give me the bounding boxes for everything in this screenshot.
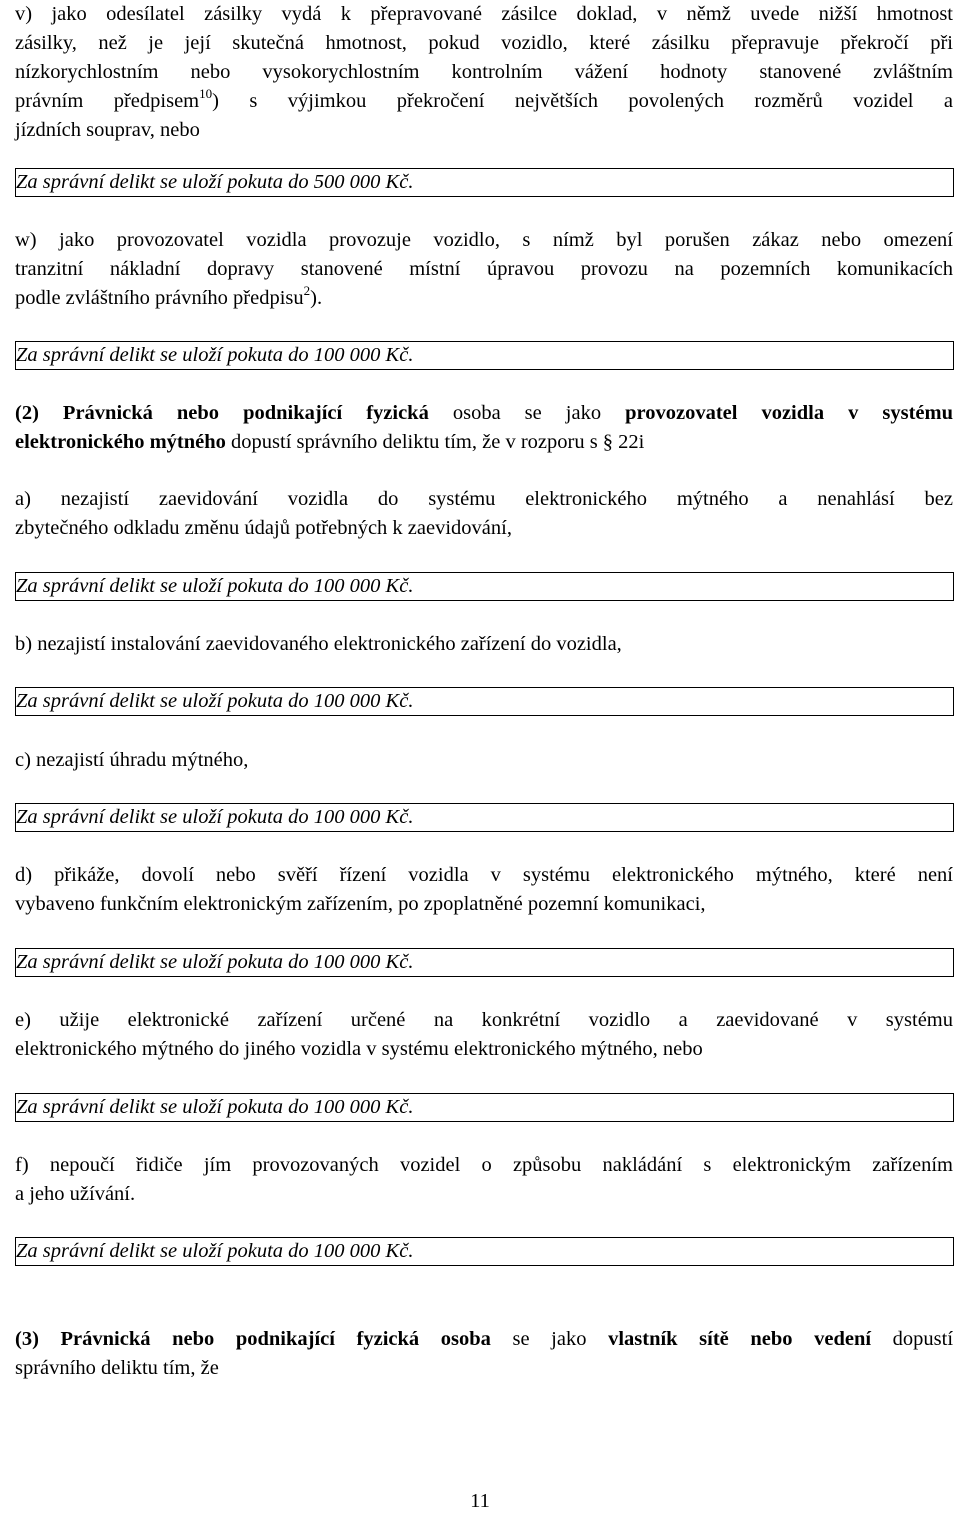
penalty-box: Za správní delikt se uloží pokuta do 100 000 Kč. bbox=[15, 948, 954, 977]
item-e-line: elektronického mýtného do jiného vozidla v systému elektronického mýtného, nebo bbox=[15, 1038, 703, 1060]
paragraph-3 bbox=[15, 1325, 953, 1383]
penalty-box: Za správní delikt se uloží pokuta do 100 000 Kč. bbox=[15, 803, 954, 832]
item-v-line: zásilky, než je její skutečná hmotnost, pokud vozidlo, které zásilku přepravuje překročí při bbox=[15, 32, 953, 54]
item-d-line: vybaveno funkčním elektronickým zařízením, po zpoplatněné pozemní komunikaci, bbox=[15, 893, 706, 915]
bold-text: elektronického mýtného bbox=[15, 431, 226, 453]
penalty-box: Za správní delikt se uloží pokuta do 100 000 Kč. bbox=[15, 687, 954, 716]
bold-text: Právnická nebo podnikající fyzická bbox=[62, 402, 429, 424]
item-f bbox=[15, 1151, 953, 1209]
paragraph-2 bbox=[15, 399, 953, 457]
item-f-line: f) nepoučí řidiče jím provozovaných vozidel o způsobu nakládání s elektronickým zařízením bbox=[15, 1154, 953, 1176]
item-a-line: a) nezajistí zaevidování vozidla do systému elektronického mýtného a nenahlásí bez bbox=[15, 488, 953, 510]
text-fragment: podle zvláštního právního předpisu bbox=[15, 287, 304, 309]
item-v-line: nízkorychlostním nebo vysokorychlostním kontrolním vážení hodnoty stanovené zvláštním bbox=[15, 61, 953, 83]
item-v bbox=[15, 0, 953, 145]
item-w bbox=[15, 226, 953, 313]
item-d-line: d) přikáže, dovolí nebo svěří řízení vozidla v systému elektronického mýtného, které není bbox=[15, 864, 953, 886]
text-fragment: osoba se jako bbox=[452, 402, 602, 424]
item-c-line: c) nezajistí úhradu mýtného, bbox=[15, 749, 249, 771]
item-v-line bbox=[15, 87, 953, 116]
item-a bbox=[15, 485, 953, 543]
text-fragment: se jako bbox=[512, 1328, 587, 1350]
penalty-box: Za správní delikt se uloží pokuta do 100 000 Kč. bbox=[15, 341, 954, 370]
item-e bbox=[15, 1006, 953, 1064]
page-number: 11 bbox=[470, 1490, 490, 1512]
item-b-line: b) nezajistí instalování zaevidovaného elektronického zařízení do vozidla, bbox=[15, 633, 622, 655]
item-f-line: a jeho užívání. bbox=[15, 1183, 136, 1205]
penalty-box: Za správní delikt se uloží pokuta do 500 000 Kč. bbox=[15, 168, 954, 197]
paragraph-2-line bbox=[15, 399, 953, 428]
paragraph-2-line bbox=[15, 428, 953, 457]
bold-text: vlastník sítě nebo vedení bbox=[608, 1328, 872, 1350]
penalty-box: Za správní delikt se uloží pokuta do 100 000 Kč. bbox=[15, 1237, 954, 1266]
footnote-ref: 2 bbox=[303, 283, 311, 298]
text-fragment: ). bbox=[310, 287, 323, 309]
text-fragment: právním předpisem bbox=[15, 90, 200, 112]
item-c bbox=[15, 746, 953, 775]
penalty-box: Za správní delikt se uloží pokuta do 100 000 Kč. bbox=[15, 572, 954, 601]
item-w-line: w) jako provozovatel vozidla provozuje vozidlo, s nímž byl porušen zákaz nebo omezení bbox=[15, 229, 953, 251]
item-a-line: zbytečného odkladu změnu údajů potřebných k zaevidování, bbox=[15, 517, 512, 539]
text-fragment: ) s výjimkou překročení největších povolených rozměrů vozidel a bbox=[212, 90, 953, 112]
item-e-line: e) užije elektronické zařízení určené na konkrétní vozidlo a zaevidované v systému bbox=[15, 1009, 953, 1031]
item-b bbox=[15, 630, 953, 659]
item-v-line: v) jako odesílatel zásilky vydá k přepravované zásilce doklad, v němž uvede nižší hmotnost bbox=[15, 3, 953, 25]
bold-text: Právnická nebo podnikající fyzická osoba bbox=[60, 1328, 491, 1350]
paragraph-3-line: správního deliktu tím, že bbox=[15, 1357, 219, 1379]
penalty-box: Za správní delikt se uloží pokuta do 100 000 Kč. bbox=[15, 1093, 954, 1122]
item-d bbox=[15, 861, 953, 919]
footnote-ref: 10 bbox=[199, 86, 213, 101]
paragraph-number: (2) bbox=[15, 402, 39, 424]
text-fragment: dopustí bbox=[892, 1328, 954, 1350]
text-fragment: dopustí správního deliktu tím, že v rozporu s § 22i bbox=[231, 431, 645, 453]
item-v-line: jízdních souprav, nebo bbox=[15, 119, 200, 141]
paragraph-number: (3) bbox=[15, 1328, 39, 1350]
bold-text: provozovatel vozidla v systému bbox=[625, 402, 953, 424]
item-w-line: tranzitní nákladní dopravy stanovené místní úpravou provozu na pozemních komunikacích bbox=[15, 258, 953, 280]
paragraph-3-line bbox=[15, 1325, 953, 1354]
item-w-line bbox=[15, 284, 953, 313]
